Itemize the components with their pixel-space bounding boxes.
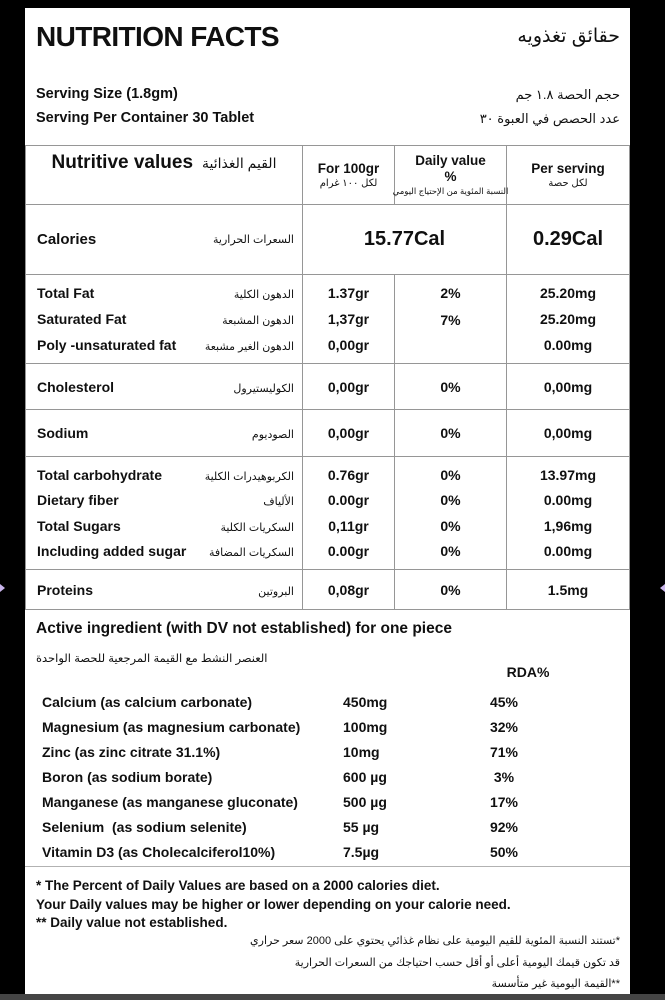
column-header-en: For 100gr bbox=[317, 160, 380, 176]
carbs-per-100gr-values bbox=[303, 456, 395, 569]
ingredient-name: Vitamin D3 (as Cholecalciferol10%) bbox=[42, 844, 276, 860]
serving-size-label-arabic: حجم الحصة ١.٨ جم bbox=[515, 87, 620, 102]
column-header-ar: لكل ١٠٠ غرام bbox=[319, 177, 378, 189]
value-text: 0,00mg bbox=[543, 425, 593, 441]
table-row bbox=[37, 492, 294, 508]
list-item bbox=[25, 815, 630, 840]
value-text: 1.5mg bbox=[547, 581, 589, 598]
section-divider bbox=[25, 866, 630, 867]
list-item bbox=[25, 840, 630, 865]
page-title-arabic: حقائق تغذويه bbox=[517, 26, 620, 47]
list-item bbox=[25, 765, 630, 790]
list-item bbox=[25, 740, 630, 765]
ingredient-amount: 10mg bbox=[343, 744, 380, 760]
ingredient-rda: 32% bbox=[489, 719, 519, 735]
row-label-ar: الكوليستيرول bbox=[233, 382, 294, 395]
cholesterol-per-100gr-value bbox=[303, 363, 395, 409]
value-text: 0.00gr bbox=[327, 543, 370, 560]
footnotes-arabic bbox=[250, 931, 620, 996]
ingredient-rda: 71% bbox=[489, 744, 519, 760]
value-text: 0% bbox=[440, 543, 461, 560]
table-row bbox=[37, 285, 294, 301]
value-text: 7% bbox=[440, 311, 461, 328]
row-label-ar: الدهون المشبعة bbox=[222, 315, 294, 327]
ingredient-amount: 600 µg bbox=[343, 769, 387, 785]
ingredient-amount: 450mg bbox=[343, 694, 388, 710]
row-label-en: Including added sugar bbox=[37, 543, 187, 560]
ingredient-rda: 45% bbox=[489, 694, 519, 710]
ingredient-amount: 500 µg bbox=[343, 794, 387, 810]
active-ingredient-title: Active ingredient (with DV not established) for one piece bbox=[36, 620, 452, 637]
label-panel bbox=[25, 8, 630, 994]
footnote-line: Your Daily values may be higher or lower depending on your calorie need. bbox=[36, 896, 511, 912]
row-label-en: Dietary fiber bbox=[37, 492, 119, 509]
table-row bbox=[37, 467, 294, 483]
row-label-ar: السعرات الحرارية bbox=[213, 234, 294, 246]
right-edge-marker bbox=[660, 584, 665, 592]
column-header-percent-sign: % bbox=[444, 168, 457, 184]
sodium-daily-value bbox=[395, 409, 507, 456]
row-sodium-label bbox=[26, 409, 303, 456]
row-label-ar: الكربوهيدرات الكلية bbox=[204, 470, 294, 483]
value-text: 0.00mg bbox=[543, 543, 593, 560]
table-row bbox=[37, 582, 294, 598]
value-text: 0,00gr bbox=[327, 425, 370, 441]
table-row bbox=[37, 425, 294, 441]
cholesterol-per-serving-value bbox=[507, 363, 629, 409]
row-calories-label bbox=[26, 204, 303, 274]
row-label-ar: الدهون الغير مشبعة bbox=[204, 341, 294, 353]
calories-per-serving-value bbox=[507, 204, 629, 274]
proteins-daily-value bbox=[395, 569, 507, 609]
row-group-carbs-labels bbox=[26, 456, 303, 569]
row-label-ar: الدهون الكلية bbox=[233, 289, 294, 301]
list-item bbox=[25, 690, 630, 715]
row-label-en: Sodium bbox=[37, 425, 89, 441]
row-group-fats-labels bbox=[26, 274, 303, 363]
row-cholesterol-label bbox=[26, 363, 303, 409]
column-header-for-100gr bbox=[303, 146, 395, 204]
row-label-en: Total Fat bbox=[37, 285, 95, 301]
footnote-line: *تستند النسبة المئوية للقيم اليومية على نظام غذائي يحتوي على 2000 سعر حراري bbox=[250, 935, 620, 947]
serving-per-container-label: Serving Per Container 30 Tablet bbox=[36, 110, 255, 126]
value-text: 0,11gr bbox=[328, 517, 369, 534]
column-header-ar: النسبة المئوية من الإحتياج اليومي bbox=[392, 185, 509, 196]
value-text: 0.00mg bbox=[543, 337, 593, 353]
column-header-en: Nutritive values bbox=[51, 152, 194, 173]
page-title: NUTRITION FACTS bbox=[36, 21, 279, 52]
list-item bbox=[25, 715, 630, 740]
row-label-ar: البروتين bbox=[258, 585, 294, 598]
row-label-en: Total carbohydrate bbox=[37, 466, 162, 483]
fats-daily-values bbox=[395, 274, 507, 363]
value-text: 0% bbox=[440, 492, 461, 509]
carbs-per-serving-values bbox=[507, 456, 629, 569]
value-text: 0.76gr bbox=[327, 466, 370, 483]
row-label-en: Total Sugars bbox=[37, 517, 121, 534]
ingredient-rda: 3% bbox=[493, 769, 515, 785]
value-text: 1,96mg bbox=[543, 517, 593, 534]
active-ingredient-list bbox=[25, 690, 630, 865]
ingredient-name: Manganese (as manganese gluconate) bbox=[42, 794, 298, 810]
row-label-en: Saturated Fat bbox=[37, 311, 127, 327]
cholesterol-daily-value bbox=[395, 363, 507, 409]
value-text: 0.00gr bbox=[327, 492, 370, 509]
calories-per-100gr-value bbox=[303, 204, 507, 274]
row-label-en: Proteins bbox=[37, 581, 94, 598]
value-text: 15.77Cal bbox=[363, 228, 446, 250]
column-header-daily-value bbox=[392, 146, 509, 204]
value-text: 0.00mg bbox=[543, 492, 593, 509]
value-text: 0% bbox=[440, 466, 461, 483]
row-proteins-label bbox=[26, 569, 303, 609]
proteins-per-100gr-value bbox=[303, 569, 395, 609]
sodium-per-serving-value bbox=[507, 409, 629, 456]
value-text: 1.37gr bbox=[327, 285, 370, 301]
ingredient-name: Magnesium (as magnesium carbonate) bbox=[42, 719, 301, 735]
fats-per-100gr-values bbox=[303, 274, 395, 363]
ingredient-name: Zinc (as zinc citrate 31.1%) bbox=[42, 744, 221, 760]
value-text: 13.97mg bbox=[539, 466, 597, 483]
serving-per-container-label-arabic: عدد الحصص في العبوة ٣٠ bbox=[479, 111, 620, 126]
row-label-ar: السكريات الكلية bbox=[220, 521, 294, 534]
row-label-en: Cholesterol bbox=[37, 378, 115, 395]
ingredient-name: Boron (as sodium borate) bbox=[42, 769, 213, 785]
nutrition-table bbox=[25, 145, 630, 610]
rda-column-header: RDA% bbox=[506, 664, 550, 680]
ingredient-rda: 50% bbox=[489, 844, 519, 860]
row-label-ar: الصوديوم bbox=[251, 429, 294, 441]
left-edge-marker bbox=[0, 584, 5, 592]
serving-size-label: Serving Size (1.8gm) bbox=[36, 86, 178, 102]
ingredient-name: Selenium (as sodium selenite) bbox=[42, 819, 247, 835]
ingredient-amount: 7.5µg bbox=[343, 844, 380, 860]
fats-per-serving-values bbox=[507, 274, 629, 363]
column-header-nutritive-values bbox=[26, 146, 303, 204]
value-text: 25.20mg bbox=[539, 311, 597, 327]
footnote-line: قد تكون قيمك اليومية أعلى أو أقل حسب احتياجك من السعرات الحرارية bbox=[294, 956, 620, 969]
row-label-en: Poly -unsaturated fat bbox=[37, 337, 177, 353]
footnote-line: * The Percent of Daily Values are based on a 2000 calories diet. bbox=[36, 878, 440, 893]
value-text: 0% bbox=[440, 425, 461, 441]
table-row bbox=[37, 518, 294, 534]
value-text: 0% bbox=[440, 378, 461, 395]
column-header-ar: لكل حصة bbox=[548, 177, 588, 189]
row-label-en: Calories bbox=[37, 231, 97, 248]
value-text: 0% bbox=[440, 581, 461, 598]
value-text: 1,37gr bbox=[327, 311, 370, 327]
bottom-edge-strip bbox=[0, 994, 665, 1000]
list-item bbox=[25, 790, 630, 815]
column-header-en: Per serving bbox=[531, 160, 605, 176]
footnote-line: ** Daily value not established. bbox=[36, 915, 228, 930]
ingredient-amount: 100mg bbox=[343, 719, 388, 735]
value-text: 0.29Cal bbox=[532, 228, 604, 250]
carbs-daily-values bbox=[395, 456, 507, 569]
value-text: 0% bbox=[440, 517, 461, 534]
value-text: 0,00mg bbox=[543, 378, 593, 395]
column-header-en: Daily value bbox=[415, 152, 486, 168]
value-text: 2% bbox=[440, 285, 461, 302]
value-text: 0,00gr bbox=[327, 337, 370, 353]
proteins-per-serving-value bbox=[507, 569, 629, 609]
ingredient-rda: 92% bbox=[489, 819, 519, 835]
ingredient-rda: 17% bbox=[489, 794, 519, 810]
table-row bbox=[37, 311, 294, 327]
active-ingredient-title-arabic: العنصر النشط مع القيمة المرجعية للحصة الواحدة bbox=[36, 653, 268, 665]
value-text: 25.20mg bbox=[539, 285, 597, 301]
column-header-per-serving bbox=[507, 146, 629, 204]
column-header-ar: القيم الغذائية bbox=[202, 155, 277, 171]
table-row bbox=[37, 379, 294, 395]
row-label-ar: السكريات المضافة bbox=[208, 547, 294, 560]
footnotes-english bbox=[36, 877, 511, 933]
ingredient-amount: 55 µg bbox=[343, 819, 380, 835]
value-text: 0,08gr bbox=[327, 581, 370, 598]
row-label-ar: الألياف bbox=[263, 496, 294, 509]
table-row bbox=[37, 543, 294, 559]
sodium-per-100gr-value bbox=[303, 409, 395, 456]
table-row bbox=[37, 337, 294, 353]
footnote-line: **القيمة اليومية غير متأسسة bbox=[491, 978, 620, 990]
value-text: 0,00gr bbox=[327, 378, 370, 395]
ingredient-name: Calcium (as calcium carbonate) bbox=[42, 694, 253, 710]
